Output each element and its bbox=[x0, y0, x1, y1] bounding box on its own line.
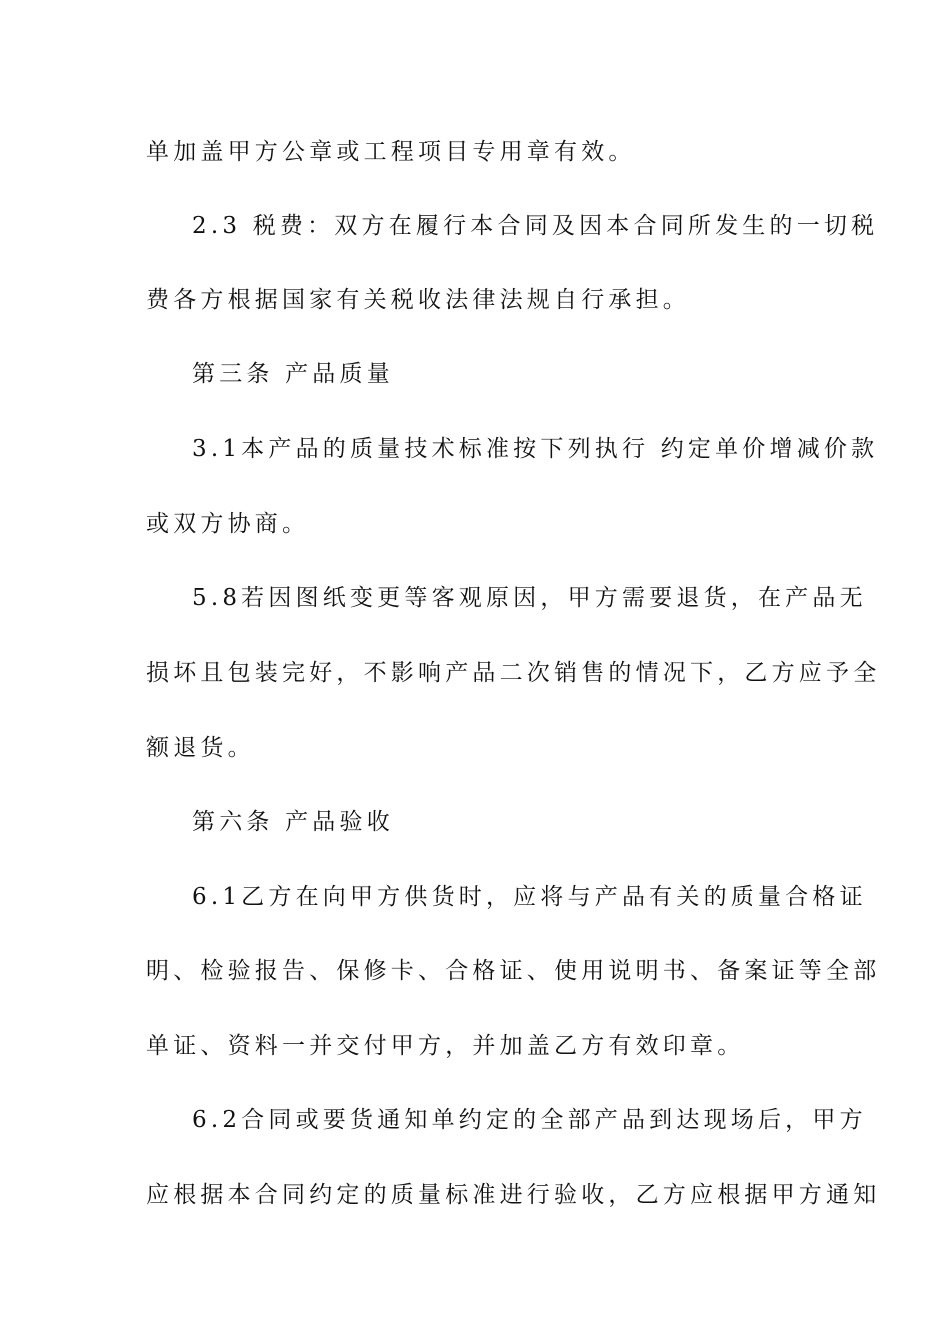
section-heading-3: 第三条 产品质量 bbox=[192, 361, 394, 387]
text-line-15: 应根据本合同约定的质量标准进行验收，乙方应根据甲方通知 bbox=[146, 1182, 881, 1208]
text-line-6: 或双方协商。 bbox=[146, 511, 310, 537]
text-line-5: 3.1本产品的质量技术标准按下列执行 约定单价增减价款 bbox=[192, 436, 879, 462]
text-line-13: 单证、资料一并交付甲方，并加盖乙方有效印章。 bbox=[146, 1033, 745, 1059]
text-line-3: 费各方根据国家有关税收法律法规自行承担。 bbox=[146, 287, 690, 313]
section-heading-6: 第六条 产品验收 bbox=[192, 809, 394, 835]
text-line-12: 明、检验报告、保修卡、合格证、使用说明书、备案证等全部 bbox=[146, 958, 881, 984]
text-line-2: 2.3 税费：双方在履行本合同及因本合同所发生的一切税 bbox=[192, 213, 879, 239]
text-line-9: 额退货。 bbox=[146, 735, 255, 761]
text-line-8: 损坏且包装完好，不影响产品二次销售的情况下，乙方应予全 bbox=[146, 660, 881, 686]
text-line-1: 单加盖甲方公章或工程项目专用章有效。 bbox=[146, 139, 636, 165]
text-line-14: 6.2合同或要货通知单约定的全部产品到达现场后，甲方 bbox=[192, 1107, 867, 1133]
text-line-7: 5.8若因图纸变更等客观原因，甲方需要退货，在产品无 bbox=[192, 585, 867, 611]
text-line-11: 6.1乙方在向甲方供货时，应将与产品有关的质量合格证 bbox=[192, 884, 867, 910]
